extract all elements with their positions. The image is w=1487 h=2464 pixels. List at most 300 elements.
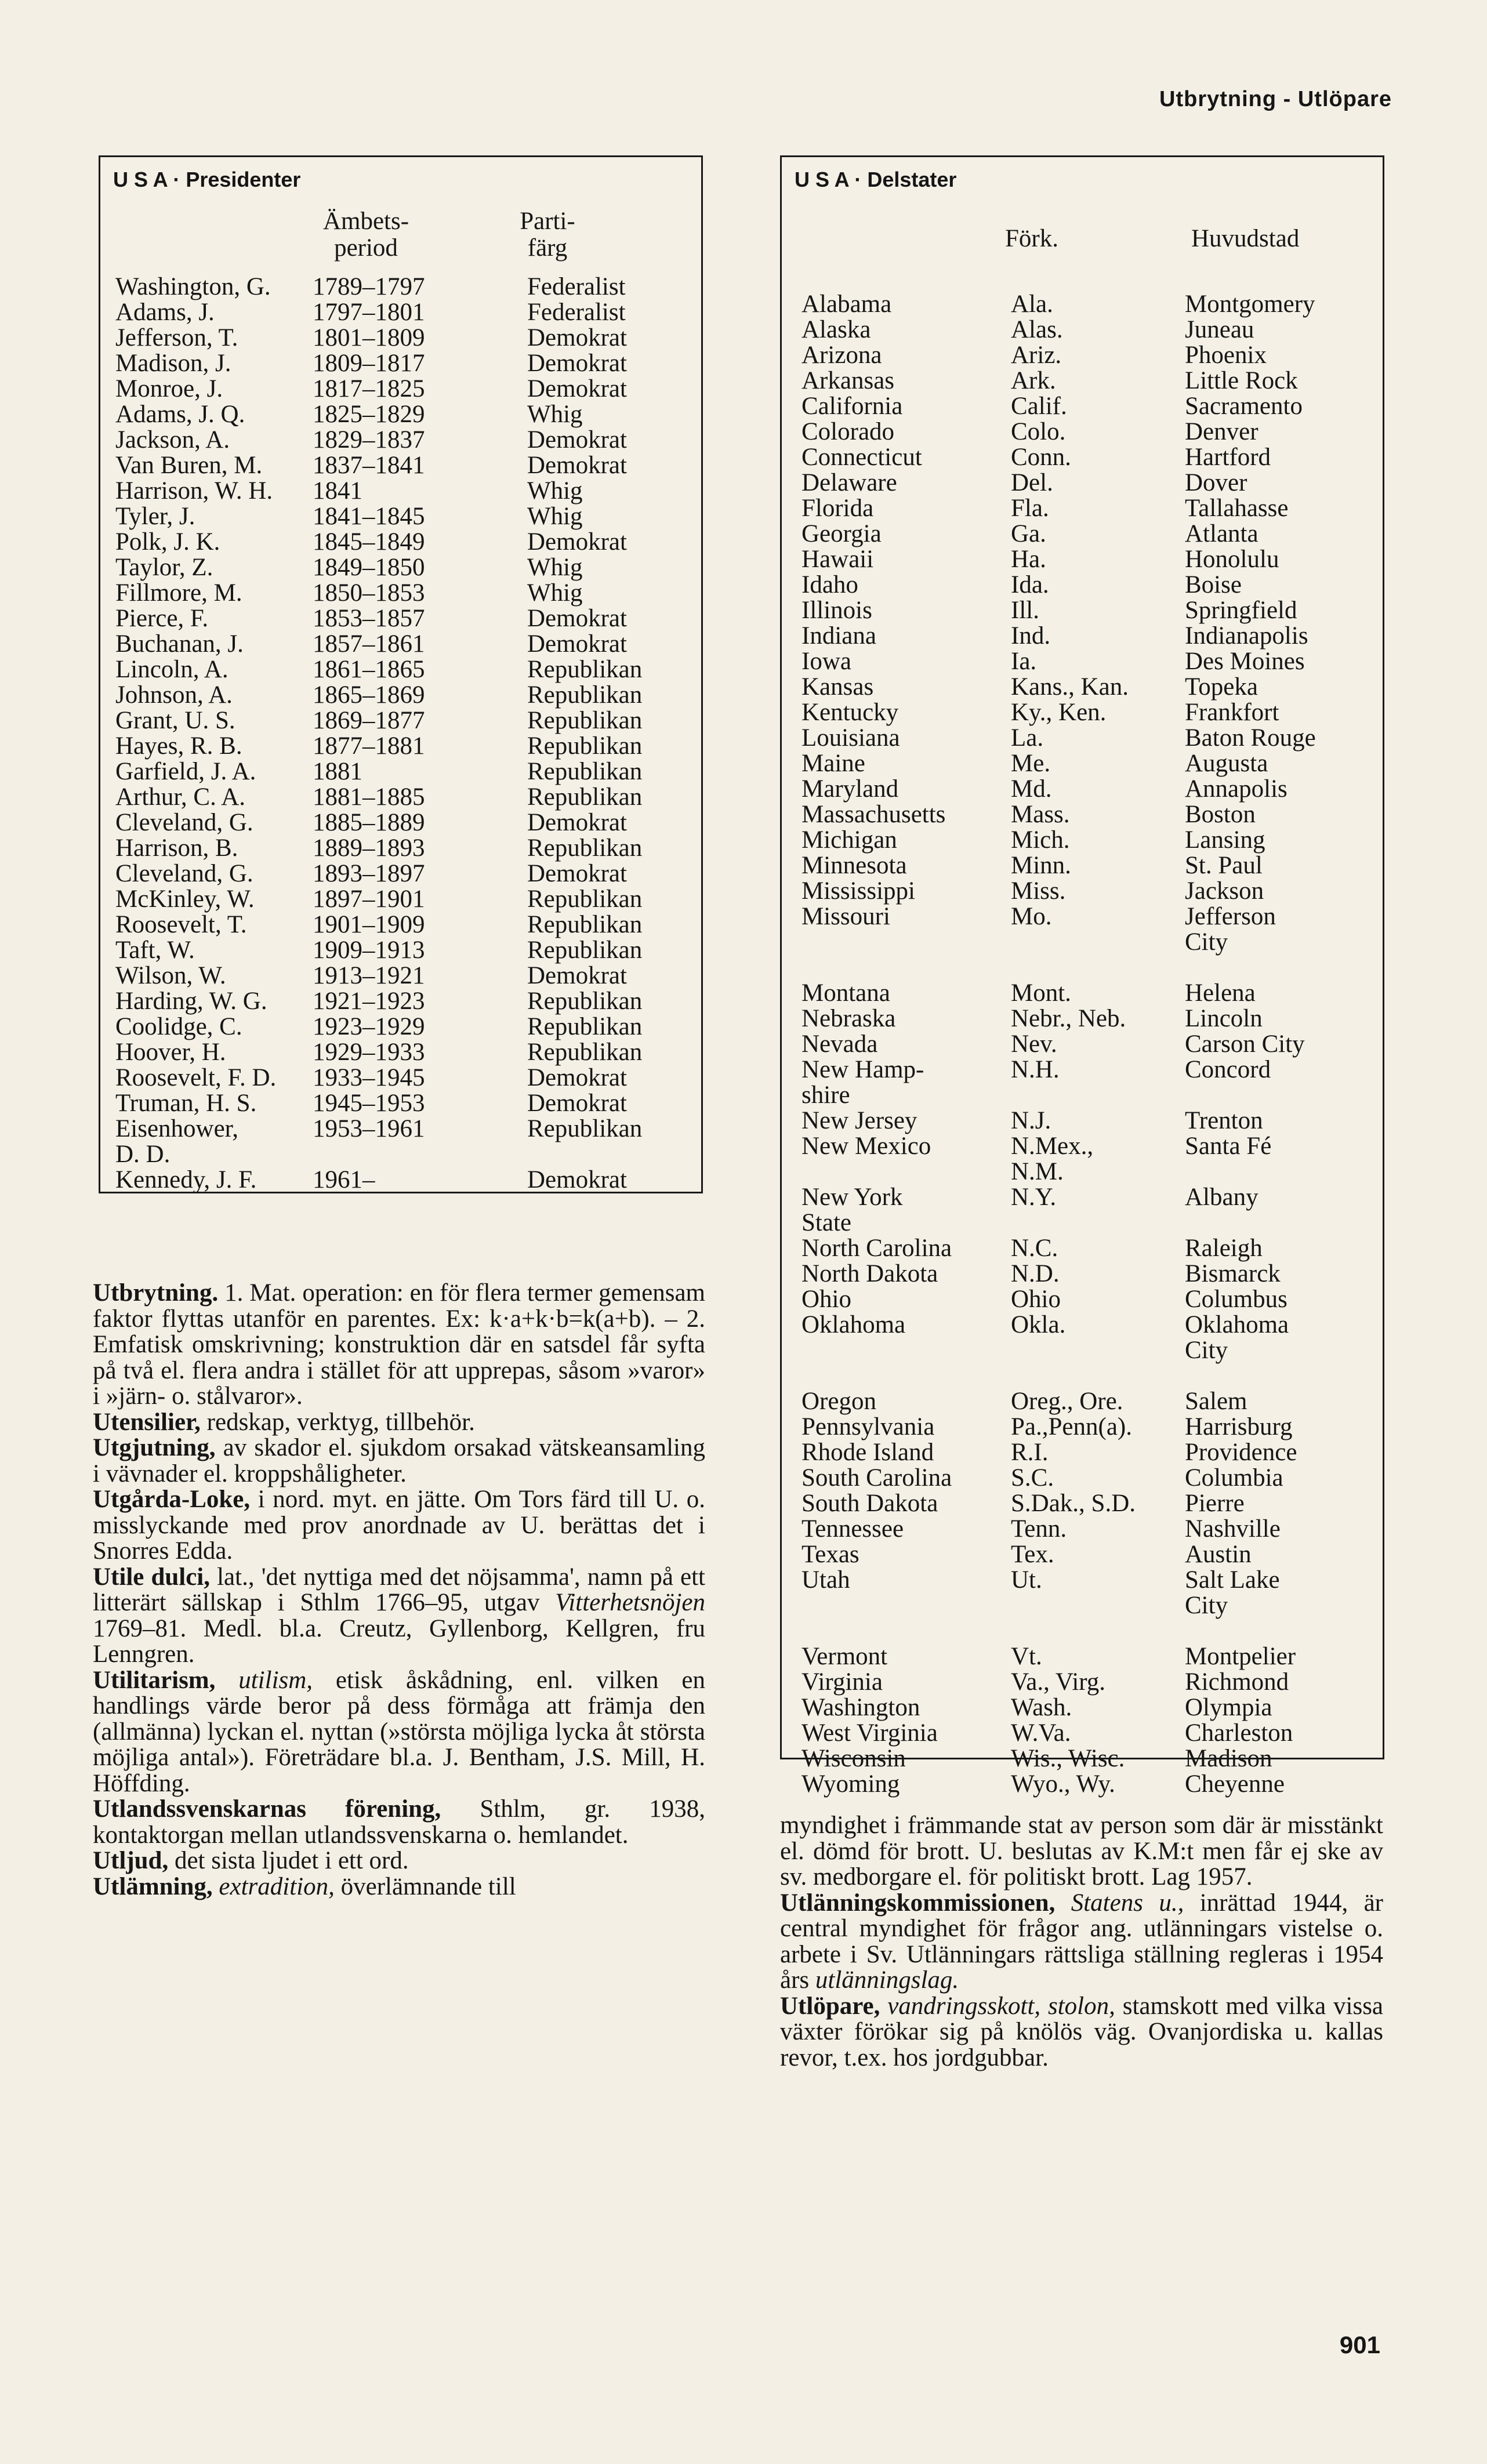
- president-period: 1797–1801: [313, 299, 425, 326]
- state-capital: Harrisburg: [1185, 1413, 1293, 1440]
- state-capital: Trenton: [1185, 1107, 1263, 1134]
- president-name: Taylor, Z.: [115, 554, 213, 581]
- state-capital: Jefferson: [1185, 903, 1276, 930]
- president-party: Demokrat: [527, 630, 627, 658]
- party-header-line: färg: [527, 234, 568, 262]
- president-party: Whig: [527, 579, 583, 607]
- left-dictionary-entries: [93, 1280, 705, 1900]
- state-abbr: Ohio: [1011, 1286, 1061, 1313]
- president-period: 1850–1853: [313, 579, 425, 607]
- state-capital: Honolulu: [1185, 546, 1279, 573]
- state-abbr: S.Dak., S.D.: [1011, 1490, 1136, 1517]
- president-party: Demokrat: [527, 962, 627, 989]
- state-abbr: Minn.: [1011, 852, 1071, 879]
- state-name: Nevada: [801, 1030, 878, 1058]
- state-name: [801, 1363, 952, 1389]
- dictionary-entry: [93, 1797, 705, 1848]
- president-name: Eisenhower,: [115, 1115, 239, 1142]
- dictionary-entry: [93, 1668, 705, 1797]
- state-name: Connecticut: [801, 444, 922, 471]
- state-name: [801, 930, 952, 955]
- president-period: 1893–1897: [313, 860, 425, 887]
- state-abbr: Calif.: [1011, 393, 1067, 420]
- state-abbr: Okla.: [1011, 1311, 1066, 1338]
- state-abbr: N.M.: [1011, 1158, 1064, 1185]
- state-abbr-column: [1011, 292, 1136, 1797]
- abbr-column-header: Förk.: [1005, 225, 1058, 252]
- president-period: 1921–1923: [313, 988, 425, 1015]
- presidents-title: U S A · Presidenter: [113, 168, 301, 191]
- president-name: Buchanan, J.: [115, 630, 244, 658]
- dictionary-entry: [780, 1890, 1383, 1994]
- state-name: Washington: [801, 1694, 920, 1721]
- president-period: 1953–1961: [313, 1115, 425, 1142]
- president-party: Republikan: [527, 1115, 643, 1142]
- state-name: Alaska: [801, 316, 871, 343]
- president-name: Johnson, A.: [115, 681, 233, 709]
- state-capital: Frankfort: [1185, 699, 1279, 726]
- state-capital: Carson City: [1185, 1030, 1305, 1058]
- entry-text: det sista ljudet i ett ord.: [168, 1847, 409, 1874]
- dictionary-entry: [93, 1848, 705, 1874]
- president-name: Hoover, H.: [115, 1039, 226, 1066]
- state-capital: City: [1185, 1592, 1228, 1619]
- president-party: Demokrat: [527, 1090, 627, 1117]
- president-party: Federalist: [527, 273, 626, 300]
- president-party: Demokrat: [527, 1064, 627, 1091]
- state-name: Utah: [801, 1566, 850, 1594]
- state-abbr: Alas.: [1011, 316, 1063, 343]
- president-name: McKinley, W.: [115, 886, 255, 913]
- state-capital: Denver: [1185, 418, 1258, 445]
- president-parties-column: [527, 274, 642, 1193]
- state-capital: Baton Rouge: [1185, 724, 1316, 752]
- state-abbr: Ariz.: [1011, 342, 1062, 369]
- capital-column-header: Huvudstad: [1191, 225, 1300, 252]
- president-period: [313, 1142, 425, 1167]
- state-capital: Oklahoma: [1185, 1311, 1289, 1338]
- president-party: Republikan: [527, 886, 643, 913]
- state-abbr: S.C.: [1011, 1464, 1054, 1492]
- state-capital: Madison: [1185, 1745, 1272, 1772]
- state-capital: Helena: [1185, 979, 1256, 1007]
- entry-italic: vandringsskott, stolon,: [887, 1992, 1115, 2020]
- entry-headword: Utensilier,: [93, 1408, 201, 1436]
- state-abbr: Tenn.: [1011, 1515, 1067, 1543]
- president-name: Cleveland, G.: [115, 860, 253, 887]
- entry-text-tail: överlämnande till: [334, 1873, 516, 1900]
- president-party: Demokrat: [527, 350, 627, 377]
- state-name: Maine: [801, 750, 865, 777]
- president-name: Washington, G.: [115, 273, 271, 300]
- president-name: Van Buren, M.: [115, 452, 263, 479]
- president-name: Truman, H. S.: [115, 1090, 257, 1117]
- state-name: Ohio: [801, 1286, 851, 1313]
- state-name: Wyoming: [801, 1770, 900, 1798]
- state-name: Hawaii: [801, 546, 874, 573]
- state-capital: Hartford: [1185, 444, 1271, 471]
- state-abbr: Wyo., Wy.: [1011, 1770, 1115, 1798]
- president-period: 1909–1913: [313, 937, 425, 964]
- state-name: Texas: [801, 1541, 859, 1568]
- state-abbr: Colo.: [1011, 418, 1066, 445]
- entry-headword: Utbrytning.: [93, 1279, 219, 1307]
- state-abbr: Mass.: [1011, 801, 1070, 828]
- state-abbr: N.D.: [1011, 1260, 1060, 1287]
- state-abbr: Wis., Wisc.: [1011, 1745, 1125, 1772]
- president-party: Republikan: [527, 783, 643, 811]
- president-period: 1885–1889: [313, 809, 425, 836]
- president-party: Whig: [527, 401, 583, 428]
- president-name: Lincoln, A.: [115, 656, 229, 683]
- president-period: 1869–1877: [313, 707, 425, 734]
- state-name: Minnesota: [801, 852, 907, 879]
- state-capital: Montpelier: [1185, 1643, 1296, 1670]
- president-period: 1825–1829: [313, 401, 425, 428]
- state-capital: Columbus: [1185, 1286, 1287, 1313]
- state-abbr: Tex.: [1011, 1541, 1054, 1568]
- states-table: [780, 155, 1384, 1798]
- state-name: South Dakota: [801, 1490, 938, 1517]
- state-name: Colorado: [801, 418, 895, 445]
- state-name: Indiana: [801, 622, 876, 649]
- state-capital: Austin: [1185, 1541, 1252, 1568]
- president-name: Harrison, B.: [115, 834, 238, 862]
- entry-italic: extradition,: [219, 1873, 335, 1900]
- period-header-line: Ämbets-: [322, 208, 409, 235]
- page-number: 901: [1339, 2331, 1380, 2358]
- state-abbr: Ala.: [1011, 291, 1053, 318]
- state-name: Arizona: [801, 342, 882, 369]
- president-party: Republikan: [527, 937, 643, 964]
- state-name: [801, 1593, 952, 1619]
- president-party: Demokrat: [527, 324, 627, 351]
- entry-headword: Utlöpare,: [780, 1992, 880, 2020]
- president-period: 1923–1929: [313, 1013, 425, 1040]
- state-capital: Phoenix: [1185, 342, 1267, 369]
- state-capital: [1185, 955, 1316, 981]
- state-capital: Montgomery: [1185, 291, 1315, 318]
- state-capital: Providence: [1185, 1439, 1297, 1466]
- dictionary-entry: [93, 1410, 705, 1436]
- state-name: Idaho: [801, 571, 858, 598]
- state-name: New Jersey: [801, 1107, 917, 1134]
- entry-text: lat., 'det nyttiga med det nöjsamma', namn på ett litterärt sällskap i Sthlm 1766–95, utgav: [93, 1563, 705, 1616]
- entry-text: 1. Mat. operation: en för flera termer gemensam faktor flyttas utanför en parentes. Ex: k·a+k·b=k(a+b). – 2. Emfatisk omskrivning; konstruktion där en satsdel får syfta på två el. flera andra i stället för att upprepas, såsom »varor» i »järn- o. stålvaror».: [93, 1279, 705, 1410]
- state-capital: [1185, 1159, 1316, 1185]
- state-abbr: Del.: [1011, 469, 1053, 496]
- president-period: 1897–1901: [313, 886, 425, 913]
- president-party: Republikan: [527, 758, 643, 785]
- state-name: State: [801, 1209, 851, 1236]
- president-name: Roosevelt, F. D.: [115, 1064, 277, 1091]
- state-capital: Albany: [1185, 1184, 1258, 1211]
- state-abbr: N.H.: [1011, 1056, 1060, 1083]
- president-party: Republikan: [527, 681, 643, 709]
- state-abbr: Va., Virg.: [1011, 1668, 1106, 1696]
- state-abbr: [1011, 1338, 1136, 1363]
- state-capital: Juneau: [1185, 316, 1254, 343]
- state-name: Oregon: [801, 1388, 876, 1415]
- state-abbr: Kans., Kan.: [1011, 673, 1129, 701]
- president-party: Demokrat: [527, 452, 627, 479]
- state-capital: Lansing: [1185, 826, 1265, 854]
- states-title: U S A · Delstater: [795, 168, 957, 191]
- state-name: Delaware: [801, 469, 897, 496]
- state-name: Illinois: [801, 597, 872, 624]
- president-period: 1961–: [313, 1166, 375, 1193]
- state-capital: Sacramento: [1185, 393, 1303, 420]
- president-name: D. D.: [115, 1141, 171, 1168]
- state-abbr: W.Va.: [1011, 1719, 1071, 1747]
- period-column-header: [308, 208, 424, 262]
- state-abbr: Ida.: [1011, 571, 1049, 598]
- state-name: New Hamp-: [801, 1056, 924, 1083]
- president-period: 1841: [313, 477, 362, 505]
- president-period: 1933–1945: [313, 1064, 425, 1091]
- president-names-column: [115, 274, 276, 1193]
- entry-text-tail: stamskott med vilka vissa växter förökar sig på knölös väg. Ovanjordiska u. kallas revor, t.ex. hos jordgubbar.: [780, 1992, 1384, 2071]
- president-name: Kennedy, J. F.: [115, 1166, 257, 1193]
- president-party: Republikan: [527, 911, 643, 938]
- president-periods-column: [313, 274, 425, 1193]
- entry-text-tail: etisk åskådning, enl. vilken en handlings värde beror på dess förmåga att främja den (allmänna) lyckan el. nyttan (»största möjliga lycka åt största möjliga antal»). Företrädare bl.a. J. Bentham, J.S. Mill, H. Höffding.: [93, 1666, 705, 1797]
- president-party: Republikan: [527, 988, 643, 1015]
- state-capital: Annapolis: [1185, 775, 1287, 803]
- state-capital: Jackson: [1185, 877, 1264, 905]
- state-name: Massachusetts: [801, 801, 946, 828]
- state-name: Pennsylvania: [801, 1413, 935, 1440]
- president-name: Monroe, J.: [115, 375, 223, 402]
- state-name: Rhode Island: [801, 1439, 934, 1466]
- state-abbr: Ut.: [1011, 1566, 1042, 1594]
- president-party: Whig: [527, 477, 583, 505]
- state-capital: [1185, 1210, 1316, 1236]
- president-name: Taft, W.: [115, 937, 195, 964]
- president-name: Hayes, R. B.: [115, 732, 242, 760]
- president-party: Whig: [527, 503, 583, 530]
- entry-text-tail: inrättad 1944, är central myndighet för frågor ang. utlänningars vistelse o. arbete i Sv. Utlänningars rättsliga ställning regleras i 1954 års: [780, 1889, 1383, 1994]
- entry-text: myndighet i främmande stat av person som där är misstänkt el. dömd för brott. U. beslutas av K.M:t men får ej ske av sv. medborgare el. för politiskt brott. Lag 1957.: [780, 1812, 1383, 1890]
- state-abbr: Pa.,Penn(a).: [1011, 1413, 1132, 1440]
- state-capital: Little Rock: [1185, 367, 1298, 394]
- president-name: Cleveland, G.: [115, 809, 253, 836]
- president-party: Demokrat: [527, 1166, 627, 1193]
- state-capital: [1185, 1363, 1316, 1389]
- state-abbr: Oreg., Ore.: [1011, 1388, 1123, 1415]
- president-party: Republikan: [527, 1039, 643, 1066]
- president-period: 1837–1841: [313, 452, 425, 479]
- state-name: Kentucky: [801, 699, 899, 726]
- state-capital: Bismarck: [1185, 1260, 1281, 1287]
- state-abbr: N.Y.: [1011, 1184, 1057, 1211]
- state-abbr: Fla.: [1011, 495, 1049, 522]
- entry-headword: Utilitarism,: [93, 1666, 216, 1694]
- state-abbr: Miss.: [1011, 877, 1066, 905]
- state-name: New Mexico: [801, 1133, 931, 1160]
- right-dictionary-entries: [780, 1813, 1383, 2071]
- state-name: [801, 1619, 952, 1644]
- president-name: Jefferson, T.: [115, 324, 238, 351]
- dictionary-entry: [780, 1813, 1383, 1890]
- entry-headword: Utile dulci,: [93, 1563, 211, 1591]
- party-header-line: Parti-: [520, 208, 575, 235]
- state-abbr: [1011, 1363, 1136, 1389]
- state-abbr: Ha.: [1011, 546, 1046, 573]
- president-period: 1809–1817: [313, 350, 425, 377]
- entry-text: redskap, verktyg, tillbehör.: [200, 1408, 475, 1436]
- president-party: Republikan: [527, 1013, 643, 1040]
- state-abbr: N.C.: [1011, 1235, 1058, 1262]
- state-name: [801, 1338, 952, 1363]
- state-capital: Nashville: [1185, 1515, 1281, 1543]
- president-party: [527, 1142, 642, 1167]
- state-abbr: [1011, 930, 1136, 955]
- state-abbr: Nev.: [1011, 1030, 1057, 1058]
- president-period: 1817–1825: [313, 375, 425, 402]
- state-name: Arkansas: [801, 367, 895, 394]
- state-abbr: [1011, 1083, 1136, 1108]
- state-name: Michigan: [801, 826, 897, 854]
- president-name: Coolidge, C.: [115, 1013, 242, 1040]
- state-abbr: N.J.: [1011, 1107, 1051, 1134]
- president-party: Federalist: [527, 299, 626, 326]
- state-abbr: Mich.: [1011, 826, 1070, 854]
- state-name: Tennessee: [801, 1515, 904, 1543]
- state-abbr: Me.: [1011, 750, 1051, 777]
- president-party: Demokrat: [527, 605, 627, 632]
- state-abbr: Mo.: [1011, 903, 1052, 930]
- dictionary-entry: [93, 1565, 705, 1668]
- entry-headword: Utlämning,: [93, 1873, 213, 1900]
- entry-headword: Utgårda-Loke,: [93, 1486, 251, 1513]
- state-abbr: Ia.: [1011, 648, 1037, 675]
- state-abbr: R.I.: [1011, 1439, 1049, 1466]
- state-capital: City: [1185, 1337, 1228, 1364]
- state-capital: Salt Lake: [1185, 1566, 1280, 1594]
- president-period: 1861–1865: [313, 656, 425, 683]
- president-period: 1829–1837: [313, 426, 425, 453]
- state-abbr: Nebr., Neb.: [1011, 1005, 1126, 1032]
- state-name: Florida: [801, 495, 874, 522]
- state-capital: Tallahasse: [1185, 495, 1289, 522]
- presidents-table: [99, 155, 703, 1193]
- state-capital: City: [1185, 928, 1228, 956]
- president-party: Demokrat: [527, 860, 627, 887]
- state-name: West Virginia: [801, 1719, 938, 1747]
- state-capital: Topeka: [1185, 673, 1258, 701]
- entry-italic: utlänningslag.: [815, 1966, 959, 1994]
- state-abbr: Ind.: [1011, 622, 1051, 649]
- president-party: Demokrat: [527, 426, 627, 453]
- president-name: Jackson, A.: [115, 426, 230, 453]
- president-period: 1901–1909: [313, 911, 425, 938]
- president-party: Whig: [527, 554, 583, 581]
- state-capital: Raleigh: [1185, 1235, 1263, 1262]
- entry-text: av skador el. sjukdom orsakad vätskeansamling i vävnader el. kroppshåligheter.: [93, 1434, 705, 1487]
- state-name: Montana: [801, 979, 890, 1007]
- president-party: Republikan: [527, 656, 643, 683]
- state-name: [801, 1159, 952, 1185]
- state-name: Iowa: [801, 648, 851, 675]
- president-party: Republikan: [527, 707, 643, 734]
- state-capital: [1185, 1619, 1316, 1644]
- state-names-column: [801, 292, 952, 1797]
- president-name: Tyler, J.: [115, 503, 195, 530]
- state-capital: Lincoln: [1185, 1005, 1263, 1032]
- state-abbr: Ark.: [1011, 367, 1056, 394]
- president-period: 1881: [313, 758, 362, 785]
- president-party: Demokrat: [527, 809, 627, 836]
- state-capital: Des Moines: [1185, 648, 1305, 675]
- state-name: Alabama: [801, 291, 892, 318]
- president-name: Polk, J. K.: [115, 528, 220, 556]
- state-name: Nebraska: [801, 1005, 896, 1032]
- state-name: Oklahoma: [801, 1311, 906, 1338]
- state-name: Virginia: [801, 1668, 883, 1696]
- state-abbr: Wash.: [1011, 1694, 1072, 1721]
- state-capital: Indianapolis: [1185, 622, 1308, 649]
- state-capital: Pierre: [1185, 1490, 1245, 1517]
- entry-text: i nord. myt. en jätte. Om Tors färd till U. o. misslyckande med prov anordnade av U. berättas det i Snorres Edda.: [93, 1486, 705, 1565]
- state-capital: Atlanta: [1185, 520, 1258, 547]
- president-name: Grant, U. S.: [115, 707, 235, 734]
- state-name: Mississippi: [801, 877, 915, 905]
- president-name: Pierce, F.: [115, 605, 209, 632]
- dictionary-entry: [780, 1994, 1383, 2071]
- entry-italic: Vitterhetsnöjen: [555, 1589, 705, 1616]
- state-abbr: Md.: [1011, 775, 1052, 803]
- president-name: Wilson, W.: [115, 962, 226, 989]
- state-name: Georgia: [801, 520, 882, 547]
- entry-headword: Utlänningskommissionen,: [780, 1889, 1056, 1917]
- state-abbr: Ga.: [1011, 520, 1046, 547]
- state-abbr: [1011, 1619, 1136, 1644]
- entry-text: Sthlm, gr. 1938, kontaktorgan mellan utlandssvenskarna o. hemlandet.: [93, 1795, 705, 1849]
- president-period: 1865–1869: [313, 681, 425, 709]
- president-party: Republikan: [527, 834, 643, 862]
- president-period: 1789–1797: [313, 273, 425, 300]
- president-party: Republikan: [527, 732, 643, 760]
- state-capital: Cheyenne: [1185, 1770, 1285, 1798]
- president-party: Demokrat: [527, 528, 627, 556]
- state-name: South Carolina: [801, 1464, 952, 1492]
- state-abbr: Ill.: [1011, 597, 1039, 624]
- state-capital: Augusta: [1185, 750, 1268, 777]
- dictionary-entry: [93, 1487, 705, 1565]
- dictionary-entry: [93, 1280, 705, 1410]
- state-capital: Columbia: [1185, 1464, 1283, 1492]
- president-name: Adams, J. Q.: [115, 401, 245, 428]
- state-name: [801, 955, 952, 981]
- state-name: Missouri: [801, 903, 890, 930]
- president-period: 1889–1893: [313, 834, 425, 862]
- president-period: 1945–1953: [313, 1090, 425, 1117]
- entry-headword: Utlandssvenskarnas förening,: [93, 1795, 441, 1823]
- state-abbr: Ky., Ken.: [1011, 699, 1107, 726]
- president-period: 1913–1921: [313, 962, 425, 989]
- state-abbr: Mont.: [1011, 979, 1071, 1007]
- president-party: Demokrat: [527, 375, 627, 402]
- state-abbr: La.: [1011, 724, 1044, 752]
- president-name: Roosevelt, T.: [115, 911, 247, 938]
- state-name: Vermont: [801, 1643, 888, 1670]
- president-name: Arthur, C. A.: [115, 783, 246, 811]
- state-capital: Richmond: [1185, 1668, 1289, 1696]
- state-name: shire: [801, 1082, 850, 1109]
- state-name: Louisiana: [801, 724, 900, 752]
- state-capital: St. Paul: [1185, 852, 1263, 879]
